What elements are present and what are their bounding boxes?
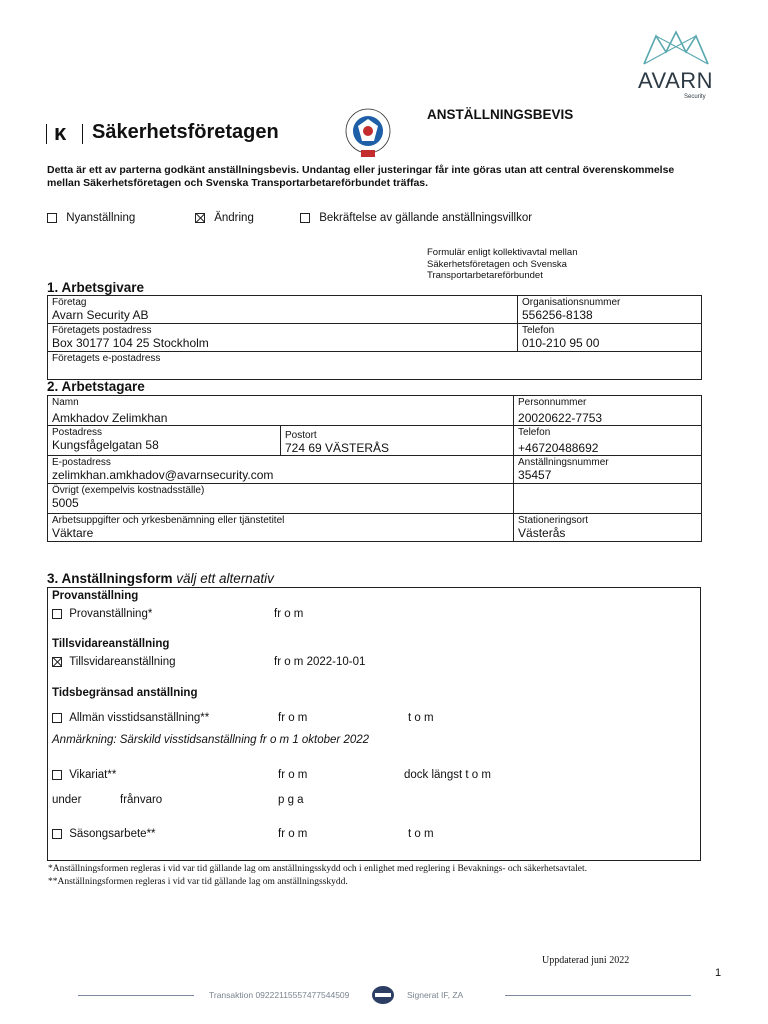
sas-to: t o m <box>408 828 434 840</box>
empnr-value: 35457 <box>518 468 552 482</box>
union-seal-icon <box>343 106 393 158</box>
sas-from: fr o m <box>278 828 308 840</box>
postort-value: 724 69 VÄSTERÅS <box>285 441 390 455</box>
address-cell: Företagets postadress Box 30177 104 25 Stockholm <box>48 324 518 352</box>
section2-title: 2. Arbetstagare <box>47 379 145 394</box>
checkbox-checked[interactable] <box>52 657 62 667</box>
tills-from: fr o m 2022-10-01 <box>274 656 366 668</box>
association-logo <box>46 120 316 150</box>
footer-seal-icon <box>371 985 395 1005</box>
avarn-brand: AVARN <box>638 68 714 93</box>
option-new-hire[interactable]: Nyanställning <box>47 212 135 224</box>
name-value: Amkhadov Zelimkhan <box>52 411 168 425</box>
empnr-cell: Anställningsnummer 35457 <box>514 456 702 484</box>
empty-cell <box>514 484 702 514</box>
pnr-cell: Personnummer 20020622-7753 <box>514 396 702 426</box>
form-note: Formulär enligt kollektivavtal mellan Säkerhetsföretagen och Svenska Transportarbetareförbundet <box>427 247 578 281</box>
orgnr-value: 556256-8138 <box>522 308 593 322</box>
tasks-cell: Arbetsuppgifter och yrkesbenämning eller tjänstetitel Väktare <box>48 514 514 542</box>
checkbox[interactable] <box>52 770 62 780</box>
other-cell: Övrigt (exempelvis kostnadsställe) 5005 <box>48 484 514 514</box>
pga-label: p g a <box>278 794 304 806</box>
option-confirmation[interactable]: Bekräftelse av gällande anställningsvillkor <box>300 212 532 224</box>
employer-table <box>47 295 702 380</box>
station-value: Västerås <box>518 526 566 540</box>
page-number: 1 <box>715 967 722 979</box>
checkbox[interactable] <box>52 829 62 839</box>
station-cell: Stationeringsort Västerås <box>514 514 702 542</box>
footer-line-right <box>505 995 691 996</box>
avarn-brand-sub: Security <box>684 94 706 100</box>
employee-email-cell: E-postadress zelimkhan.amkhadov@avarnsecurity.com <box>48 456 514 484</box>
checkbox-checked[interactable] <box>195 213 205 223</box>
employee-table <box>47 395 702 542</box>
intro-text: Detta är ett av parterna godkänt anställningsbevis. Undantag eller justeringar får inte göras utan att central överenskommelse mellan Säkerhetsföretagen och Svenska Transportarbetareförbundet träffas. <box>47 164 675 189</box>
footer-signed: Signerat IF, ZA <box>407 990 464 1000</box>
document-title: ANSTÄLLNINGSBEVIS <box>427 107 574 122</box>
employee-email-value: zelimkhan.amkhadov@avarnsecurity.com <box>52 468 274 482</box>
vik-to: dock längst t o m <box>404 769 491 781</box>
company-value: Avarn Security AB <box>52 308 149 322</box>
orgnr-cell: Organisationsnummer 556256-8138 <box>518 296 702 324</box>
section3-title: 3. Anställningsform välj ett alternativ <box>47 571 274 586</box>
updated-date: Uppdaterad juni 2022 <box>542 955 630 966</box>
checkbox[interactable] <box>52 609 62 619</box>
tasks-value: Väktare <box>52 526 94 540</box>
employment-form-box <box>47 587 701 861</box>
company-cell: Företag Avarn Security AB <box>48 296 518 324</box>
option-change[interactable]: Ändring <box>195 212 254 224</box>
employer-email-cell: Företagets e-postadress <box>48 352 702 380</box>
employer-phone-value: 010-210 95 00 <box>522 336 600 350</box>
employee-phone-value: +46720488692 <box>518 441 599 455</box>
postaddress-cell: Postadress Kungsfågelgatan 58 <box>48 426 281 456</box>
avarn-mountain-icon <box>640 28 712 68</box>
postaddress-value: Kungsfågelgatan 58 <box>52 438 159 452</box>
option-prov[interactable]: Provanställning* <box>52 608 152 620</box>
remark: Anmärkning: Särskild visstidsanställning fr o m 1 oktober 2022 <box>52 734 370 746</box>
pnr-value: 20020622-7753 <box>518 411 603 425</box>
option-sasong[interactable]: Säsongsarbete** <box>52 828 156 840</box>
footnote-1: *Anställningsformen regleras i vid var tid gällande lag om anställningsskydd och i enlighet med reglering i Bevaknings- och säkerhetsavtalet. <box>48 864 587 874</box>
section1-title: 1. Arbetsgivare <box>47 280 145 295</box>
postort-cell: Postort 724 69 VÄSTERÅS <box>281 426 514 456</box>
employee-phone-cell: Telefon +46720488692 <box>514 426 702 456</box>
association-mark-icon: κ <box>54 120 67 145</box>
under-label: under <box>52 794 82 806</box>
vik-from: fr o m <box>278 769 308 781</box>
checkbox[interactable] <box>47 213 57 223</box>
other-value: 5005 <box>52 496 79 510</box>
checkbox[interactable] <box>300 213 310 223</box>
association-name: Säkerhetsföretagen <box>92 121 279 143</box>
name-cell: Namn Amkhadov Zelimkhan <box>48 396 514 426</box>
option-allman[interactable]: Allmän visstidsanställning** <box>52 712 209 724</box>
footer-transaction: Transaktion 09222115557477544509 <box>209 990 350 1000</box>
prov-from: fr o m <box>274 608 304 620</box>
option-vikariat[interactable]: Vikariat** <box>52 769 116 781</box>
allm-from: fr o m <box>278 712 308 724</box>
tids-heading: Tidsbegränsad anställning <box>52 687 198 699</box>
tills-heading: Tillsvidareanställning <box>52 638 170 650</box>
option-tills[interactable]: Tillsvidareanställning <box>52 656 176 668</box>
footnote-2: **Anställningsformen regleras i vid var tid gällande lag om anställningsskydd. <box>48 877 348 887</box>
employer-phone-cell: Telefon 010-210 95 00 <box>518 324 702 352</box>
prov-heading: Provanställning <box>52 590 139 602</box>
address-value: Box 30177 104 25 Stockholm <box>52 336 209 350</box>
avarn-logo <box>636 28 716 102</box>
checkbox[interactable] <box>52 713 62 723</box>
footer-line-left <box>78 995 194 996</box>
franvaro-label: frånvaro <box>120 794 163 806</box>
allm-to: t o m <box>408 712 434 724</box>
